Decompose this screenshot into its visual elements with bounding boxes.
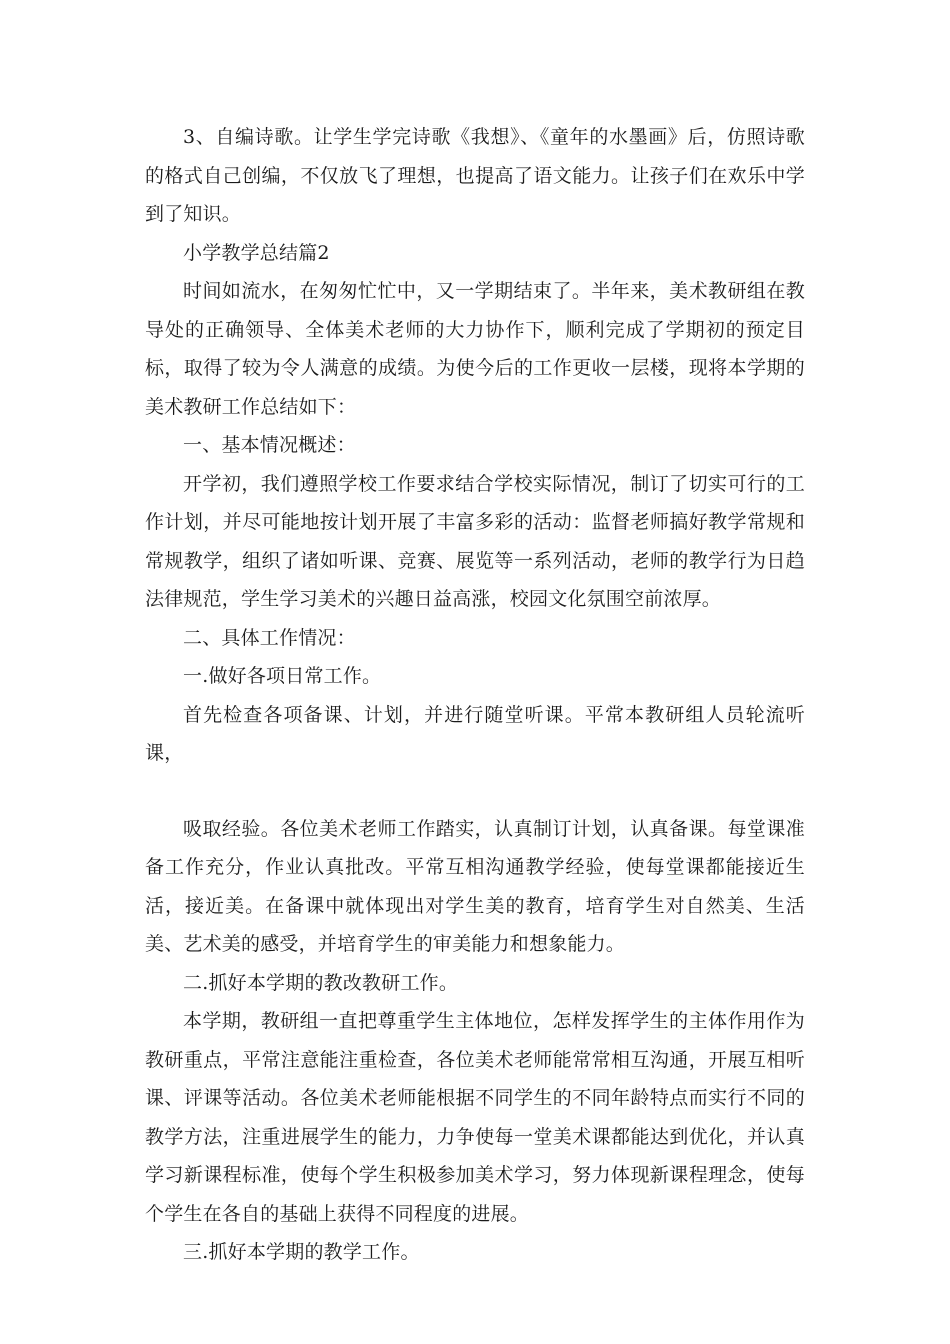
heading-basic-overview: 一、基本情况概述： — [183, 434, 356, 456]
subheading-daily-work: 一.做好各项日常工作。 — [183, 665, 382, 687]
paragraph-overview: 开学初，我们遵照学校工作要求结合学校实际情况，制订了切实可行的工作计划，并尽可能地按计划开展了丰富多彩的活动：监督老师搞好教学常规和常规教学，组织了诸如听课、竞赛、展览等一系列活动，老师的教学行为日趋法律规范，学生学习美术的兴趣日益高涨，校园文化氛围空前浓厚。 — [145, 472, 805, 610]
document-page — [145, 118, 805, 1272]
subheading-teaching-work: 三.抓好本学期的教学工作。 — [183, 1241, 420, 1263]
paragraph-intro: 时间如流水，在匆匆忙忙中，又一学期结束了。半年来，美术教研组在教导处的正确领导、全体美术老师的大力协作下，顺利完成了学期初的预定目标，取得了较为令人满意的成绩。为使今后的工作更收一层楼，现将本学期的美术教研工作总结如下： — [145, 280, 805, 418]
page-break-gap — [145, 773, 805, 810]
heading-specific-work: 二、具体工作情况： — [183, 626, 356, 649]
paragraph-daily-work-start: 首先检查各项备课、计划，并进行随堂听课。平常本教研组人员轮流听课， — [145, 703, 805, 764]
subheading-teaching-reform: 二.抓好本学期的教改教研工作。 — [183, 971, 459, 994]
paragraph-daily-work-cont: 吸取经验。各位美术老师工作踏实，认真制订计划，认真备课。每堂课准备工作充分，作业认真批改。平常互相沟通教学经验，使每堂课都能接近生活，接近美。在备课中就体现出对学生美的教育，培育学生对自然美、生活美、艺术美的感受，并培育学生的审美能力和想象能力。 — [145, 817, 805, 955]
section-heading-2: 小学教学总结篇2 — [183, 241, 330, 264]
paragraph-teaching-reform: 本学期，教研组一直把尊重学生主体地位，怎样发挥学生的主体作用作为教研重点，平常注意能注重检查，各位美术老师能常常相互沟通，开展互相听课、评课等活动。各位美术老师能根据不同学生的不同年龄特点而实行不同的教学方法，注重进展学生的能力，力争使每一堂美术课都能达到优化，并认真学习新课程标准，使每个学生积极参加美术学习，努力体现新课程理念，使每个学生在各自的基础上获得不同程度的进展。 — [145, 1010, 805, 1225]
paragraph-poetry: 3、自编诗歌。让学生学完诗歌《我想》、《童年的水墨画》后，仿照诗歌的格式自己创编，不仅放飞了理想，也提高了语文能力。让孩子们在欢乐中学到了知识。 — [145, 126, 805, 225]
